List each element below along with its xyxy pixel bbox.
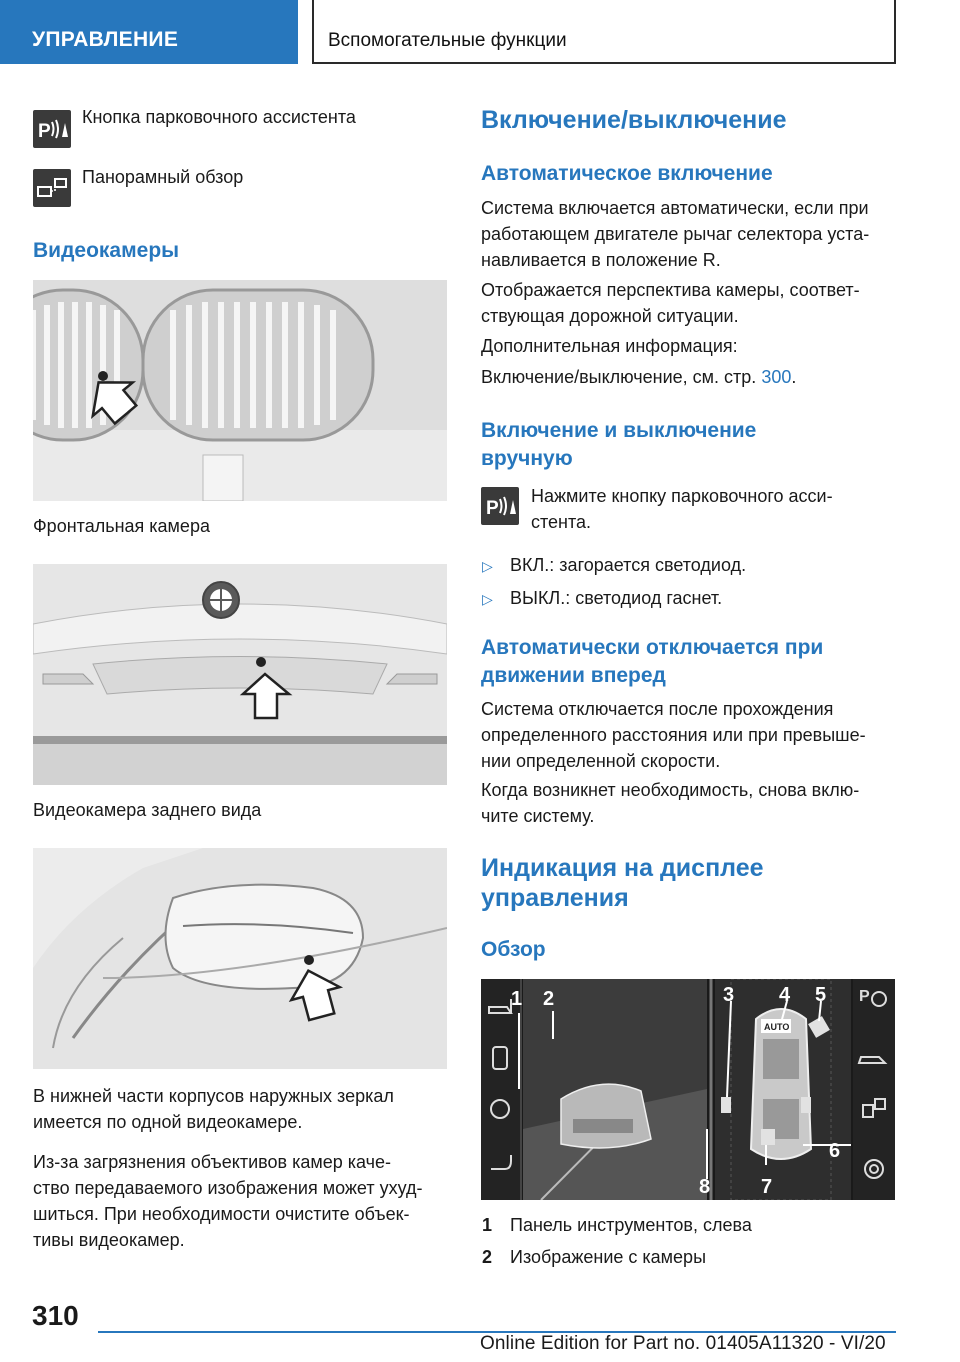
callout-5: 5 <box>815 984 827 1006</box>
bullet-on-text: ВКЛ.: загорается светодиод. <box>510 555 747 575</box>
callout-2: 2 <box>543 988 555 1010</box>
overview-heading: Обзор <box>481 938 546 961</box>
page-number: 310 <box>32 1300 79 1331</box>
front-camera-photo <box>33 280 447 501</box>
auto-on-line-2: работающем двигателе рычаг селектора уста- <box>481 224 870 244</box>
bullet-off <box>482 585 902 612</box>
bullet-off-text: ВЫКЛ.: светодиод гаснет. <box>510 588 723 608</box>
onoff-heading: Включение/выключение <box>481 106 787 134</box>
more-info-ref-suffix: . <box>791 367 797 387</box>
parking-assistant-button-icon <box>481 487 519 525</box>
front-camera-caption: Фронтальная камера <box>33 516 210 536</box>
parking-assistant-label: Кнопка парковочного ассистента <box>82 107 356 127</box>
cameras-heading: Видеокамеры <box>33 239 180 262</box>
page-300-link[interactable]: 300 <box>761 367 792 387</box>
callout-3: 3 <box>723 984 735 1006</box>
callout-1: 1 <box>511 988 523 1010</box>
auto-off-line-1: Система отключается после прохождения <box>481 699 834 719</box>
more-info-label: Дополнительная информация: <box>481 336 738 356</box>
display-heading-line-2: управления <box>481 884 629 912</box>
auto-off-line-3: нии определенной скорости. <box>481 751 721 771</box>
more-info-ref-prefix: Включение/выключение, см. стр. <box>481 367 762 387</box>
auto-on-line-3: навливается в положение R. <box>481 250 721 270</box>
dirt-line-1: Из-за загрязнения объективов камер каче- <box>33 1152 392 1172</box>
section-title: Вспомогательные функции <box>312 0 896 64</box>
legend-item-2 <box>482 1244 706 1270</box>
auto-off-heading-line-1: Автоматически отключается при <box>481 636 824 659</box>
dirt-line-3: шиться. При необходимости очистите объек- <box>33 1204 410 1224</box>
panorama-view-icon <box>33 169 71 207</box>
svg-text:P: P <box>486 498 499 519</box>
callout-8: 8 <box>699 1176 711 1198</box>
display-heading-line-1: Индикация на дисплее <box>481 854 764 882</box>
triangle-bullet-icon: ▷ <box>482 591 493 607</box>
auto-on-heading: Автоматическое включение <box>481 162 773 185</box>
mirror-camera-photo <box>33 848 447 1069</box>
mirror-caption-line-2: имеется по одной видеокамере. <box>33 1112 303 1132</box>
callout-4: 4 <box>779 984 791 1006</box>
chapter-tab[interactable]: УПРАВЛЕНИЕ <box>0 0 298 64</box>
auto-on-line-1: Система включается автоматически, если при <box>481 198 869 218</box>
legend-num-1: 1 <box>482 1215 493 1235</box>
control-display-screenshot <box>481 979 895 1200</box>
perspective-line-1: Отображается перспектива камеры, соответ- <box>481 280 860 300</box>
reenable-line-1: Когда возникнет необходимость, снова вклю- <box>481 780 860 800</box>
auto-off-heading-line-2: движении вперед <box>481 664 666 687</box>
svg-text:P: P <box>859 988 870 1005</box>
legend-text-2: Изображение с камеры <box>510 1247 707 1267</box>
legend-text-1: Панель инструментов, слева <box>510 1215 752 1235</box>
reenable-line-2: чите систему. <box>481 806 595 826</box>
mirror-caption-line-1: В нижней части корпусов наружных зеркал <box>33 1086 394 1106</box>
legend-item-1 <box>482 1212 752 1238</box>
bullet-on <box>482 552 902 579</box>
auto-off-line-2: определенного расстояния или при превыше- <box>481 725 866 745</box>
svg-text:P: P <box>38 121 51 142</box>
parking-assistant-icon <box>33 110 71 148</box>
manual-heading-line-2: вручную <box>481 447 573 470</box>
rear-camera-caption: Видеокамера заднего вида <box>33 800 262 820</box>
press-line-1: Нажмите кнопку парковочного асси- <box>531 486 833 506</box>
press-line-2: стента. <box>531 512 592 532</box>
manual-heading-line-1: Включение и выключение <box>481 419 757 442</box>
dirt-line-2: ство передаваемого изображения может ухуд- <box>33 1178 423 1198</box>
edition-text: Online Edition for Part no. 01405A11320 - VI/20 <box>480 1333 886 1354</box>
legend-num-2: 2 <box>482 1247 493 1267</box>
panorama-view-label: Панорамный обзор <box>82 167 244 187</box>
triangle-bullet-icon: ▷ <box>482 558 493 574</box>
dirt-line-4: тивы видеокамер. <box>33 1230 185 1250</box>
perspective-line-2: ствующая дорожной ситуации. <box>481 306 739 326</box>
rear-camera-photo <box>33 564 447 785</box>
auto-label: AUTO <box>764 1022 790 1032</box>
callout-6: 6 <box>829 1140 841 1162</box>
more-info-ref <box>481 364 796 390</box>
callout-7: 7 <box>761 1176 773 1198</box>
